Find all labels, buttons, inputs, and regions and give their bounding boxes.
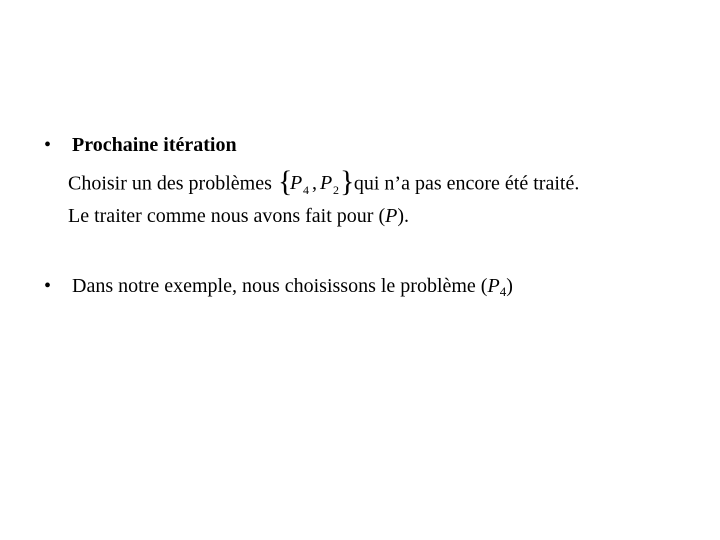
text-treat-before: Le traiter comme nous avons fait pour (: [68, 205, 386, 227]
text-example-after: ): [506, 275, 513, 297]
bullet-line-treat: [68, 204, 409, 228]
problem-set: [277, 165, 355, 200]
problem-set-svg: [277, 165, 355, 200]
text-example-before: Dans notre exemple, nous choisissons le problème (: [72, 275, 488, 297]
bullet-marker-2: •: [44, 275, 52, 297]
text-choose-after: qui n’a pas encore été traité.: [353, 172, 580, 195]
set-p1-var: P: [289, 172, 303, 194]
set-comma: ,: [311, 172, 317, 194]
text-example-sub: 4: [499, 284, 507, 299]
set-open-brace: {: [277, 165, 293, 198]
bullet-marker-1: •: [44, 134, 52, 156]
text-example-var: P: [487, 275, 500, 297]
set-p1-sub: 4: [302, 183, 309, 197]
set-p2-var: P: [319, 172, 333, 194]
bullet-line-choose: [68, 165, 580, 202]
set-p2-sub: 2: [332, 183, 339, 197]
bullet-title: Prochaine itération: [72, 134, 237, 156]
text-treat-var: P: [385, 205, 398, 227]
text-choose-before: Choisir un des problèmes: [68, 172, 272, 195]
set-close-brace: }: [339, 165, 355, 198]
text-treat-after: ).: [397, 205, 410, 227]
bullet-example: [72, 274, 513, 298]
